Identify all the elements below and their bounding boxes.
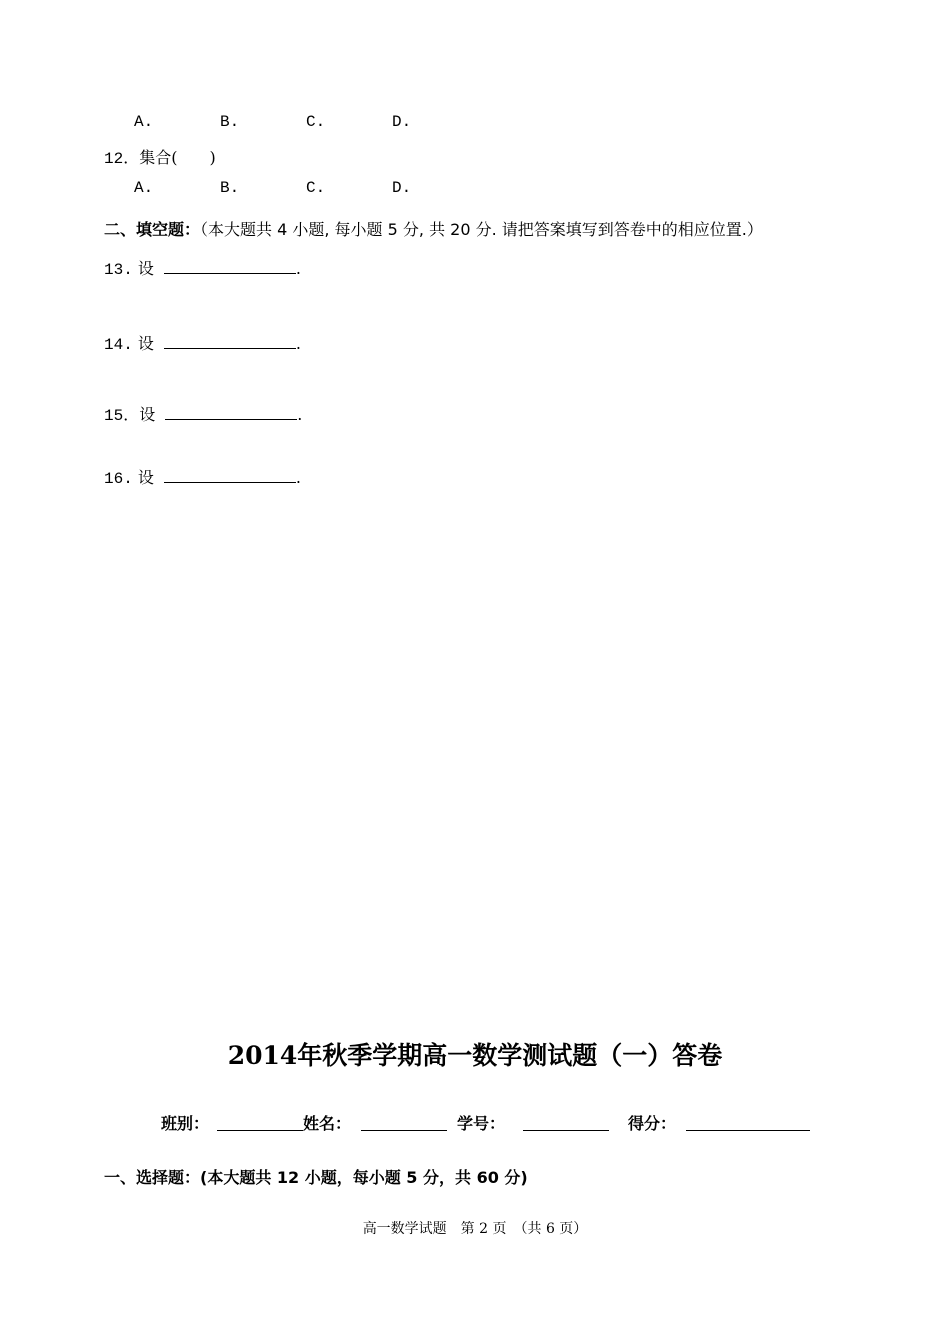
student-id-label: 学号：: [457, 1114, 506, 1133]
q11-option-a: A.: [134, 113, 154, 131]
name-label: 姓名：: [303, 1114, 352, 1133]
q12-option-a: A.: [134, 179, 154, 197]
question-16: [104, 465, 301, 488]
q14-answer-blank[interactable]: [164, 332, 296, 349]
class-blank[interactable]: [217, 1129, 303, 1131]
q13-number: 13.: [104, 261, 133, 279]
q14-end: .: [295, 334, 302, 353]
score-blank[interactable]: [686, 1129, 810, 1131]
q13-end: .: [295, 259, 302, 278]
class-label: 班别：: [161, 1114, 210, 1133]
q15-label: 设: [139, 405, 156, 424]
section-1-heading: 一、选择题：(本大题共 12 小题，每小题 5 分，共 60 分): [104, 1168, 528, 1187]
q11-option-b: B.: [220, 113, 240, 131]
q15-number: 15．: [104, 407, 140, 425]
section-2-heading: [104, 217, 763, 240]
q15-end: .: [297, 405, 303, 424]
answer-sheet-title: 2014年秋季学期高一数学测试题（一）答卷: [227, 1041, 723, 1070]
section-2-title: 二、填空题：: [104, 220, 201, 239]
q15-answer-blank[interactable]: [165, 403, 297, 420]
name-blank[interactable]: [361, 1129, 447, 1131]
question-14: [104, 331, 301, 354]
q13-answer-blank[interactable]: [164, 257, 296, 274]
q13-label: 设: [137, 259, 154, 278]
q16-label: 设: [137, 468, 154, 487]
q12-option-b: B.: [220, 179, 240, 197]
q11-option-c: C.: [306, 113, 326, 131]
q12-text: 集合( ): [139, 148, 216, 167]
q16-answer-blank[interactable]: [164, 466, 296, 483]
q12-number: 12．: [104, 150, 140, 168]
q16-number: 16.: [104, 470, 133, 488]
question-12: [104, 145, 216, 168]
q16-end: .: [295, 468, 302, 487]
question-15: [104, 402, 302, 425]
q14-number: 14.: [104, 336, 133, 354]
q12-option-d: D.: [392, 179, 412, 197]
q14-label: 设: [137, 334, 154, 353]
question-13: [104, 256, 301, 279]
q11-option-d: D.: [392, 113, 412, 131]
score-label: 得分：: [628, 1114, 677, 1133]
q12-option-c: C.: [306, 179, 326, 197]
section-2-desc: （本大题共 4 小题, 每小题 5 分, 共 20 分. 请把答案填写到答卷中的相应位置.）: [200, 220, 763, 239]
student-id-blank[interactable]: [523, 1129, 609, 1131]
page-footer: 高一数学试题 第 2 页 （共 6 页）: [362, 1221, 588, 1237]
